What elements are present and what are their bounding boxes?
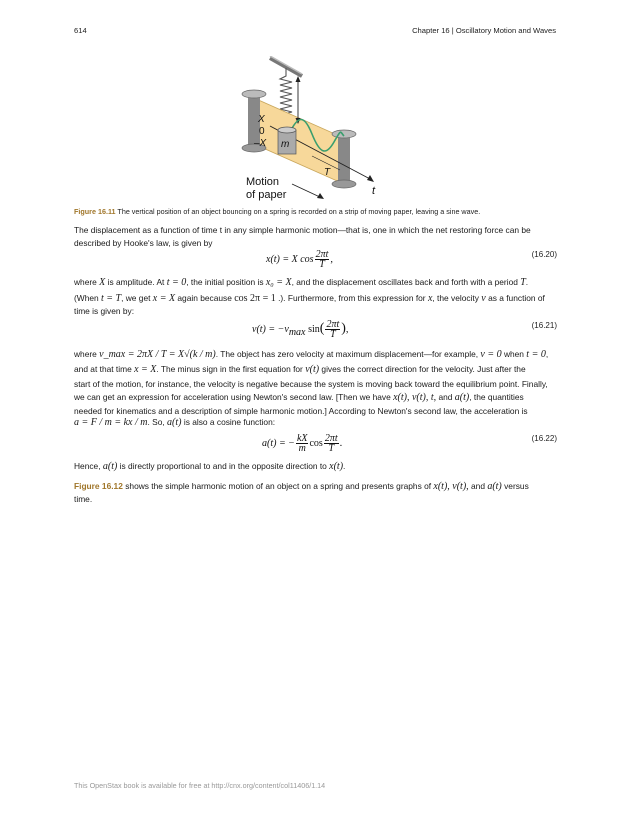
label-zero: 0 (259, 126, 265, 137)
p5-text-c: gives the correct direction for the velocity. Just after the (321, 364, 526, 374)
p5-text-b: . The minus sign in the first equation for (156, 364, 303, 374)
p2-math-x: X (99, 277, 106, 288)
p3-text-e: , the velocity (432, 293, 479, 303)
eq2-subscript: max (288, 327, 306, 338)
eq1-numerator: 2πt (315, 249, 329, 260)
paragraph-velocity (74, 348, 558, 361)
p10-math-at: a(t) (102, 461, 118, 472)
p2-math-t0: t = 0 (166, 277, 187, 288)
p10-text-b: is directly proportional to and in the opposite direction to (119, 461, 327, 471)
p7-text-b: and (438, 392, 453, 402)
paragraph-figure-ref (74, 480, 558, 506)
p7-math-at: a(t) (454, 392, 470, 403)
p3-math-v: v (481, 293, 486, 304)
eq3-denominator-1: m (298, 443, 306, 454)
eq3-lhs: a(t) = − (262, 437, 295, 449)
paragraph-intro: The displacement as a function of time t in any simple harmonic motion—that is, one in which the net restoring force can be described by Hooke's law, is given by (74, 225, 531, 248)
paragraph-amplitude (74, 276, 558, 289)
p3-text-b: , we get (121, 293, 151, 303)
p2-text-e: . (525, 277, 529, 287)
label-x-bottom: –X (254, 138, 267, 149)
paragraph-kinematics: needed for kinematics and a description of simple harmonic motion.] According to Newton's second law, the acceleration is (74, 406, 528, 416)
figure-caption-label: Figure 16.11 (74, 207, 116, 216)
p3-math-xX: x = X (152, 293, 176, 304)
paragraph-newton (74, 416, 558, 429)
p4-text-d: , (545, 349, 549, 359)
label-mass: m (281, 139, 290, 150)
p10-text-a: Hence, (74, 461, 101, 471)
spring-paper-figure (240, 56, 390, 204)
p7-math-list: x(t), v(t), t, (393, 392, 437, 403)
equation-number-16-20: (16.20) (531, 250, 557, 259)
p5-text-a: and at that time (74, 364, 132, 374)
figure-16-12-link[interactable]: Figure 16.12 (74, 481, 123, 491)
p4-math-vmax: v_max = 2πX / T = X√(k / m) (99, 349, 216, 360)
p4-text-c: when (503, 349, 524, 359)
chapter-title: Chapter 16 | Oscillatory Motion and Waves (412, 26, 556, 35)
eq3-tail: . (339, 437, 343, 449)
p11-text-b: and (471, 481, 485, 491)
figure-caption-text: The vertical position of an object bouncing on a spring is recorded on a strip of moving paper, leaving a sine wave. (115, 207, 481, 216)
p11-math-list: x(t), v(t), (433, 481, 469, 492)
eq2-tail: , (345, 323, 349, 335)
p4-text-a: where (74, 349, 97, 359)
footer: This OpenStax book is available for free at http://cnx.org/content/col11406/1.14 (74, 781, 326, 790)
p3-math-x: x (427, 293, 433, 304)
p3-text-c: again because (177, 293, 232, 303)
p3-text-g: function of time is given by: (74, 293, 545, 316)
label-motion: Motion (246, 176, 280, 188)
eq3-numerator-2: 2πt (324, 433, 338, 444)
p5-math-xX: x = X (134, 364, 157, 375)
p5-math-vt: v(t) (305, 364, 320, 375)
p3-text-f: as a (488, 293, 504, 303)
p11-text-c: versus (504, 481, 529, 491)
p4-text-b: . The object has zero velocity at maximum displacement—for example, (215, 349, 479, 359)
p9-text-c: is also a cosine function: (183, 417, 276, 427)
p2-text-a: where (74, 277, 97, 287)
p2-math-T: T (520, 277, 526, 288)
p2-text-b: is amplitude. At (107, 277, 165, 287)
label-time: t (372, 185, 376, 197)
label-of-paper: of paper (246, 189, 287, 201)
label-x-top: X (258, 114, 265, 125)
p3-math-cos: cos 2π = 1 (234, 293, 276, 304)
equation-16-20 (266, 250, 333, 269)
p9-text-b: . So, (147, 417, 165, 427)
p4-math-v0: v = 0 (480, 349, 502, 360)
equation-16-22 (262, 434, 342, 453)
eq2-lhs: v(t) = −v (252, 323, 289, 335)
label-period: T (324, 167, 331, 178)
eq1-lhs: x(t) = X cos (266, 253, 314, 265)
p2-text-d: , and the displacement oscillates back and forth with a period (291, 277, 518, 287)
p7-text-a: we can get an expression for acceleration using Newton's second law. [Then we have (74, 392, 391, 402)
page-number: 614 (74, 26, 87, 35)
p10-text-c: . (343, 461, 346, 471)
p10-math-xt: x(t) (329, 461, 344, 472)
eq3-numerator-1: kX (296, 433, 308, 444)
eq3-denominator-2: T (328, 443, 334, 454)
p2-text-c: , the initial position is (186, 277, 264, 287)
equation-number-16-22: (16.22) (531, 434, 557, 443)
p11-text-d: time. (74, 494, 93, 504)
p9-math-at: a(t) (167, 417, 182, 428)
paragraph-hence (74, 460, 558, 473)
p11-math-at: a(t) (487, 481, 502, 492)
eq1-denominator: T (319, 259, 325, 270)
p3-text-a: (When (74, 293, 99, 303)
paragraph-period (74, 292, 558, 318)
p11-text-a: shows the simple harmonic motion of an object on a spring and presents graphs of (125, 481, 432, 491)
paragraph-start-motion: start of the motion, for instance, the velocity is negative because the system is moving back toward the equilibrium point. Finally, (74, 379, 548, 389)
p3-math-tT: t = T (101, 293, 122, 304)
p4-math-t0: t = 0 (526, 349, 546, 360)
eq2-sin: sin (308, 323, 320, 335)
p2-math-x0: x₀ = X (265, 277, 292, 288)
eq2-numerator: 2πt (326, 319, 340, 330)
eq2-denominator: T (330, 329, 336, 340)
p9-math-a: a = F / m = kx / m (74, 417, 148, 428)
eq3-cos: cos (309, 437, 323, 449)
paragraph-acceleration (74, 391, 558, 404)
equation-16-21: $v(t) = -v_{max}$ sin( $\frac{2\pi t}{T}$ ), (252, 319, 349, 340)
p7-text-c: , the quantities (469, 392, 524, 402)
paragraph-minus-sign (74, 363, 558, 376)
figure-caption (74, 207, 558, 216)
p3-text-d: .). Furthermore, from this expression for (278, 293, 426, 303)
eq1-tail: , (330, 253, 333, 265)
motion-arrow (292, 184, 322, 198)
equation-number-16-21: (16.21) (531, 321, 557, 330)
